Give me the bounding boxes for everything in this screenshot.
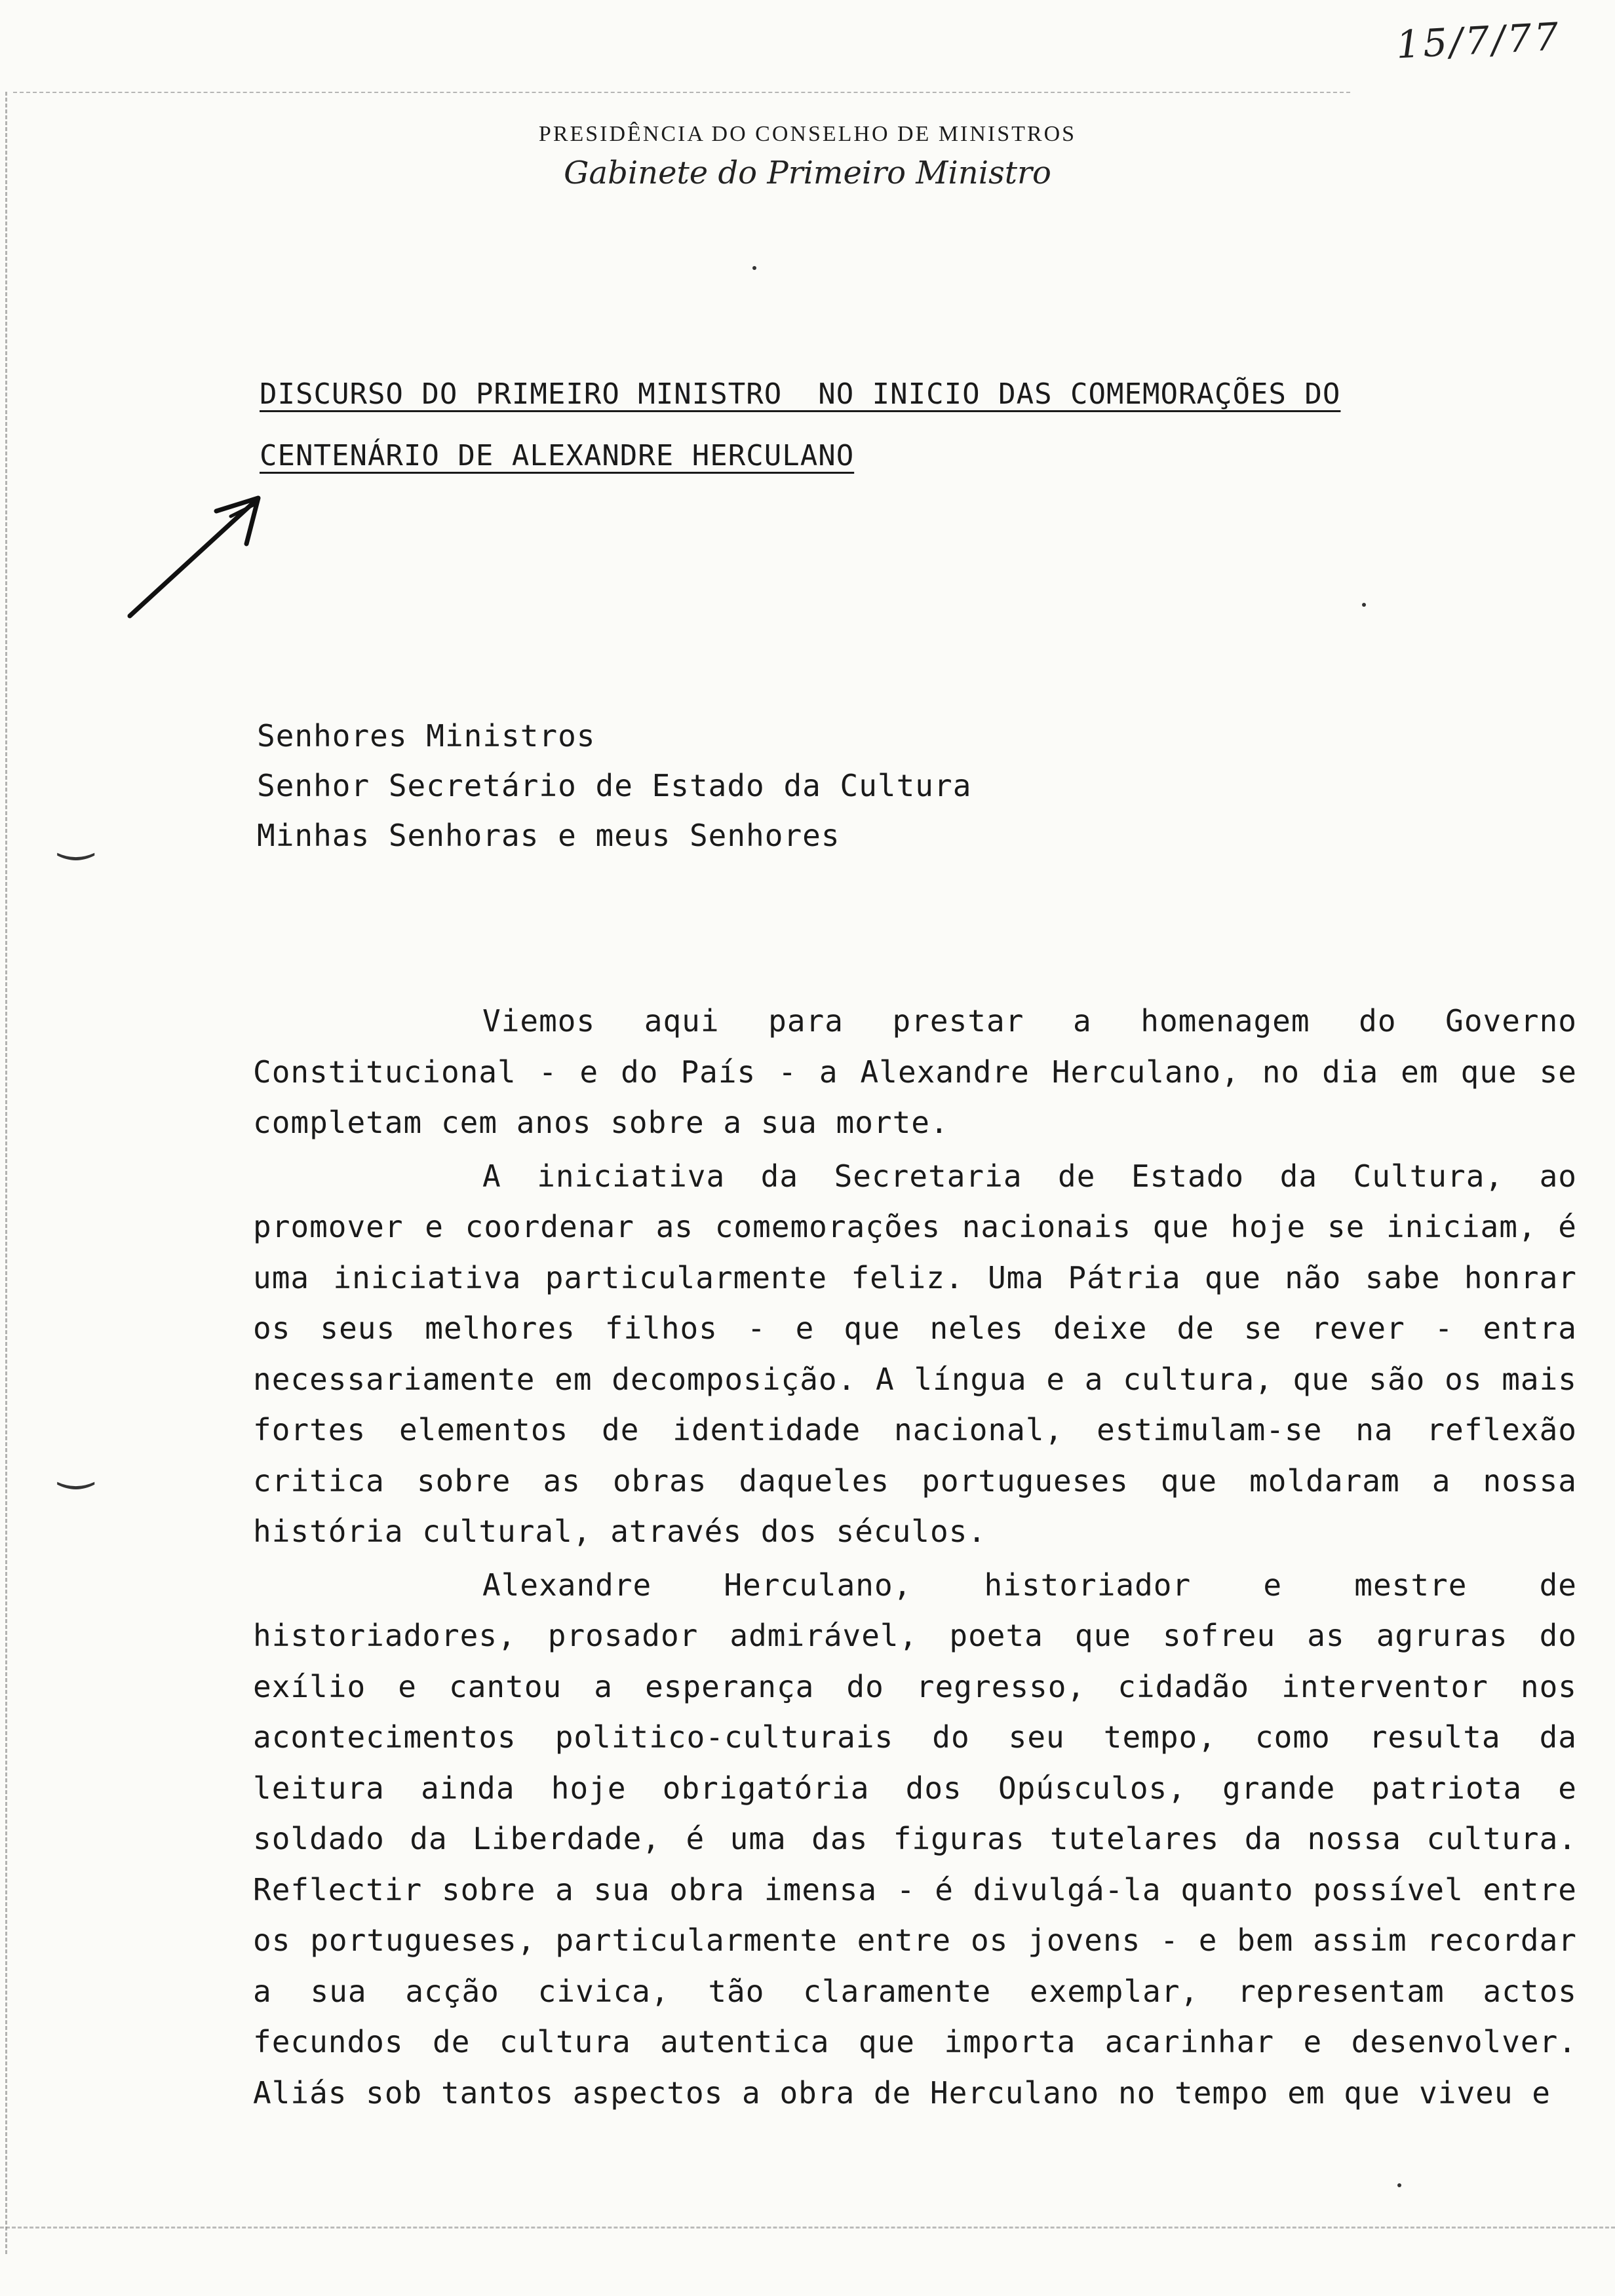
- document-title-line-1: DISCURSO DO PRIMEIRO MINISTRO NO INICIO DAS COMEMORAÇÕES DO: [260, 377, 1341, 411]
- salutation-line-2: Senhor Secretário de Estado da Cultura: [257, 768, 972, 803]
- speck: [752, 266, 756, 270]
- binder-mark-top: ‿: [59, 813, 93, 861]
- salutation-line-1: Senhores Ministros: [257, 718, 596, 754]
- letterhead-office: Gabinete do Primeiro Ministro: [564, 155, 1051, 191]
- top-scan-edge: [13, 92, 1350, 93]
- speech-body: [253, 996, 1577, 2118]
- binder-mark-bottom: ‿: [59, 1442, 93, 1490]
- left-scan-edge: [5, 92, 11, 2254]
- bottom-scan-edge: [0, 2227, 1615, 2229]
- document-title-line-2: CENTENÁRIO DE ALEXANDRE HERCULANO: [260, 439, 855, 472]
- salutation-line-3: Minhas Senhoras e meus Senhores: [257, 818, 840, 853]
- paragraph-3: Alexandre Herculano, historiador e mestre de historiadores, prosador admirável, poeta que sofreu as agruras do exílio e cantou a esperança do regresso, cidadão interventor nos acontecimentos politico-culturais do seu tempo, como resulta da leitura ainda hoje obrigatória dos Opúsculos, grande patriota e soldado da Liberdade, é uma das figuras tutelares da nossa cultura. Reflectir sobre a sua obra imensa - é divulgá-la quanto possível entre os portugueses, particularmente entre os jovens - e bem assim recordar a sua acção civica, tão claramente exemplar, representam actos fecundos de cultura autentica que importa acarinhar e desenvolver. Aliás sob tantos aspectos a obra de Herculano no tempo em que viveu e: [253, 1567, 1577, 2111]
- letterhead-institution: PRESIDÊNCIA DO CONSELHO DE MINISTROS: [538, 122, 1077, 146]
- paragraph-2: A iniciativa da Secretaria de Estado da Cultura, ao promover e coordenar as comemorações nacionais que hoje se iniciam, é uma iniciativa particularmente feliz. Uma Pátria que não sabe honrar os seus melhores filhos - e que neles deixe de se rever - entra necessariamente em decomposição. A língua e a cultura, que são os mais fortes elementos de identidade nacional, estimulam-se na reflexão critica sobre as obras daqueles portugueses que moldaram a nossa história cultural, através dos séculos.: [253, 1158, 1577, 1549]
- handwritten-date: 15/7/77: [1395, 14, 1563, 67]
- paragraph-1: Viemos aqui para prestar a homenagem do Governo Constitucional - e do País - a Alexandre Herculano, no dia em que se completam cem anos sobre a sua morte.: [253, 1003, 1577, 1140]
- speck: [1397, 2183, 1401, 2187]
- speck: [1362, 603, 1366, 607]
- handwritten-arrow-icon: [118, 485, 275, 629]
